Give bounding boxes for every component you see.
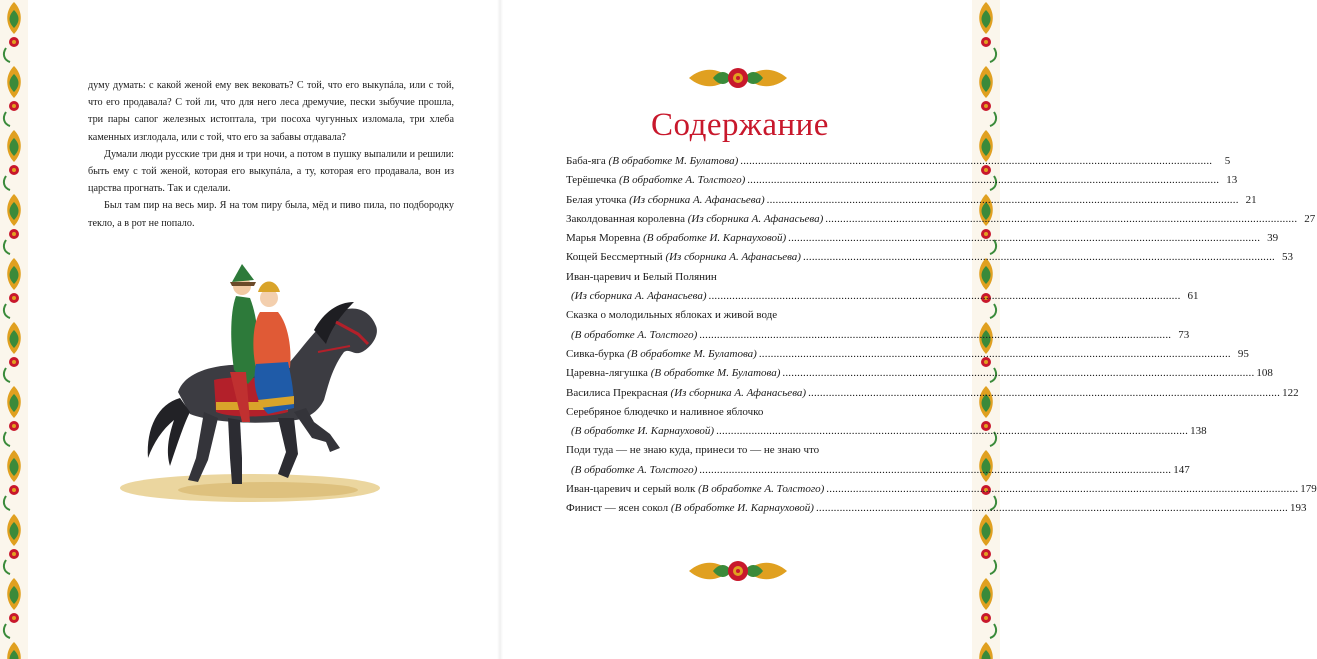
toc-entry-title: Марья Моревна [566, 232, 641, 245]
toc-entry[interactable] [566, 191, 1257, 210]
toc-entry-note: (В обработке А. Толстого) [571, 328, 698, 341]
toc-entry-note: (В обработке И. Карнауховой) [670, 502, 814, 515]
toc-entry[interactable] [566, 364, 1273, 383]
toc-entry-page: 147 [1173, 463, 1190, 476]
paragraph: думу думать: с какой женой ему век вековать? С той, что его выкупáла, или с той, что его продавала? С той ли, что для него леса дремучие, пески зыбучие прошла, три пары сапог железных истоптала, три посоха чугунных изломала, три хлеба каменных изглодала, или с той, что его за забавы отдавала? [88, 80, 454, 143]
toc-entry-title: Серебряное блюдечко и наливное яблочко [566, 405, 764, 418]
toc-entry-title: Сказка о молодильных яблоках и живой воде [566, 309, 778, 322]
toc-entry[interactable] [566, 345, 1249, 364]
toc-entry-title: Сивка-бурка [566, 347, 625, 360]
toc-entry-page: 61 [1187, 290, 1199, 303]
toc-entry-note: (Из сборника А. Афанасьева) [571, 290, 707, 303]
toc-entry[interactable] [566, 229, 1279, 248]
toc-entry-title: Царевна-лягушка [566, 367, 648, 380]
toc-entry-title: Заколдованная королевна [566, 212, 685, 225]
toc-entry-page: 122 [1282, 386, 1299, 399]
toc-entry-note: (В обработке И. Карнауховой) [571, 425, 715, 438]
page-title: Содержание [651, 107, 829, 143]
toc-entry-note: (В обработке М. Булатова) [608, 155, 739, 167]
toc-entry[interactable] [566, 384, 1299, 403]
toc-entry-page: 39 [1267, 232, 1279, 245]
toc-entry-page: 27 [1304, 212, 1316, 225]
toc-entry-page: 193 [1289, 502, 1307, 515]
toc-entry-note: (В обработке А. Толстого) [571, 463, 698, 476]
left-floral-border [0, 0, 28, 659]
toc-entry-note: (В обработке А. Толстого) [698, 483, 825, 496]
toc-entry-note: (Из сборника А. Афанасьева) [629, 193, 765, 206]
paragraph: Думали люди русские три дня и три ночи, а потом в пушку выпалили и решили: быть ему с той женой, которая его выкупáла, а ту, которая его продавала, вон из царства прогнать. Так и сделали. [88, 148, 454, 195]
toc-entry[interactable] [566, 441, 1190, 480]
bottom-floral-ornament [683, 555, 793, 587]
toc-entry-page: 95 [1237, 347, 1249, 360]
toc-entry[interactable] [566, 171, 1238, 190]
toc-entry[interactable] [566, 499, 1307, 518]
toc-entry-title: Василиса Прекрасная [566, 386, 668, 399]
table-of-contents [566, 152, 1317, 519]
toc-entry-note: (В обработке И. Карнауховой) [643, 232, 787, 245]
horse-rider-illustration [118, 252, 386, 504]
toc-entry-note: (Из сборника А. Афанасьева) [687, 212, 824, 225]
toc-entry-title: Терёшечка [566, 174, 617, 187]
toc-entry-title: Иван-царевич и Белый Полянин [566, 270, 717, 283]
left-page-text [88, 77, 454, 232]
toc-entry-title: Кощей Бессмертный [566, 251, 663, 264]
toc-entry-page: 108 [1256, 367, 1273, 380]
toc-entry-title: Поди туда — не знаю куда, принеси то — не знаю что [566, 444, 820, 457]
toc-entry[interactable] [566, 480, 1317, 499]
toc-entry[interactable] [566, 268, 1199, 307]
toc-entry-page: 138 [1190, 425, 1207, 438]
toc-entry-page: 53 [1281, 251, 1293, 264]
top-floral-ornament [683, 62, 793, 94]
toc-entry-page: 73 [1178, 328, 1190, 341]
toc-entry-title: Финист — ясен сокол [566, 502, 669, 515]
toc-entry-note: (Из сборника А. Афанасьева) [670, 386, 807, 399]
toc-entry-page: 21 [1245, 193, 1257, 206]
toc-entry[interactable] [566, 210, 1316, 229]
toc-entry-note: (Из сборника А. Афанасьева) [665, 251, 801, 264]
toc-entry[interactable] [566, 403, 1207, 442]
toc-entry[interactable] [566, 306, 1190, 345]
toc-entry[interactable] [566, 152, 1231, 171]
toc-entry[interactable] [566, 248, 1293, 267]
toc-entry-page: 13 [1226, 174, 1238, 187]
toc-entry-page: 179 [1300, 483, 1317, 496]
paragraph: Был там пир на весь мир. Я на том пиру была, мёд и пиво пила, по подбородку текло, а в рот не попало. [88, 200, 454, 229]
toc-entry-page: 5 [1224, 155, 1231, 167]
toc-entry-title: Иван-царевич и серый волк [566, 483, 696, 496]
toc-entry-note: (В обработке М. Булатова) [650, 367, 781, 380]
toc-entry-note: (В обработке А. Толстого) [619, 174, 746, 187]
toc-entry-title: Баба-яга [566, 155, 606, 167]
book-gutter [497, 0, 503, 659]
toc-entry-title: Белая уточка [566, 193, 627, 206]
toc-entry-note: (В обработке М. Булатова) [627, 347, 757, 360]
